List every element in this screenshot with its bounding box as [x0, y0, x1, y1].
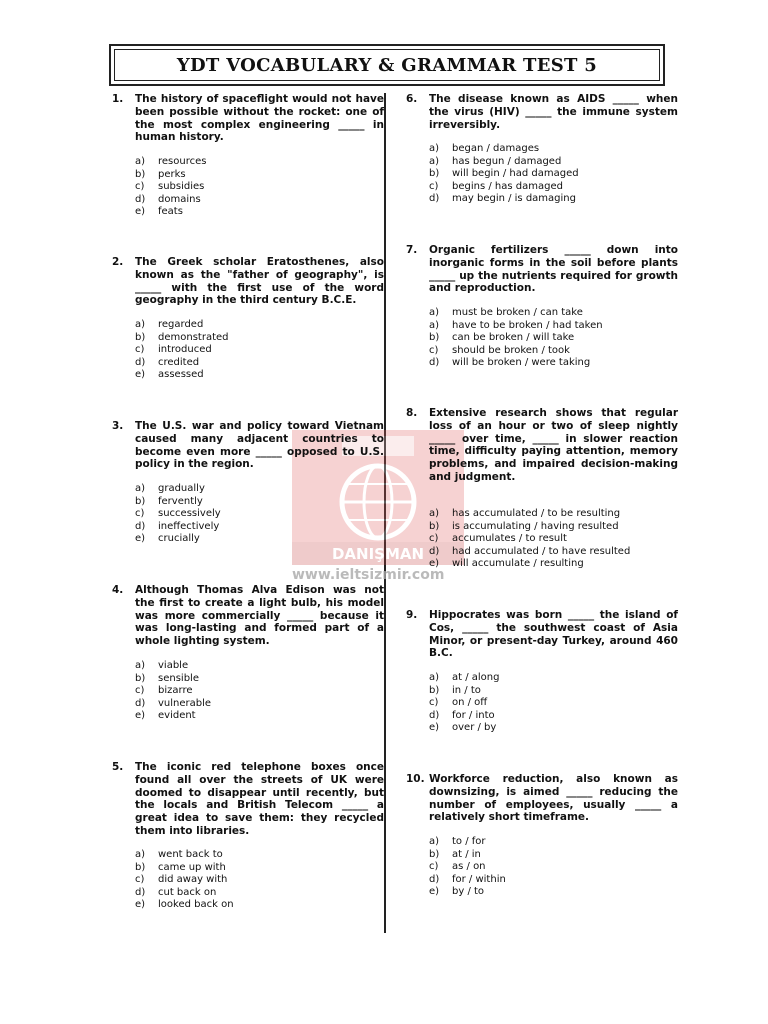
- option-text: by / to: [452, 886, 485, 898]
- option-letter: a): [429, 508, 440, 519]
- option-letter: b): [429, 684, 440, 696]
- option-letter: d): [135, 356, 146, 368]
- option-text: regarded: [158, 319, 204, 330]
- question-stem: Hippocrates was born _____ the island of Cos, _____ the southwest coast of Asia Minor, or present-day Turkey, around 460 B.C.: [429, 609, 678, 660]
- page-title: YDT VOCABULARY & GRAMMAR TEST 5: [176, 54, 598, 76]
- question-stem: Organic fertilizers _____ down into inorganic forms in the soil before plants _____ up the nutrients required for growth and reproduction.: [429, 244, 678, 295]
- question-stem: Although Thomas Alva Edison was not the first to create a light bulb, his model was more commercially _____ because it was long-lasting and formed part of a whole lighting system.: [135, 584, 384, 648]
- option-text: had accumulated / to have resulted: [452, 545, 631, 557]
- option-text: successively: [158, 508, 221, 520]
- option-list: [135, 319, 229, 382]
- option-text: resources: [158, 156, 207, 167]
- answer-option[interactable]: [135, 685, 211, 698]
- answer-option[interactable]: [429, 722, 500, 735]
- answer-option[interactable]: [429, 320, 603, 333]
- option-letter: b): [135, 168, 146, 180]
- option-letter: a): [429, 319, 440, 331]
- option-text: as / on: [452, 861, 486, 873]
- option-list: [135, 660, 211, 723]
- question-stem: The history of spaceflight would not have been possible without the rocket: one of the most complex engineering _____ in human history.: [135, 93, 384, 144]
- option-text: may begin / is damaging: [452, 193, 576, 205]
- option-letter: c): [429, 697, 439, 709]
- option-text: began / damages: [452, 143, 540, 154]
- option-text: has begun / damaged: [452, 155, 562, 167]
- answer-option[interactable]: [135, 181, 206, 194]
- answer-option[interactable]: [429, 332, 603, 345]
- answer-option[interactable]: [135, 169, 206, 182]
- answer-option[interactable]: [135, 357, 229, 370]
- option-letter: d): [429, 873, 440, 885]
- option-text: assessed: [158, 369, 204, 381]
- answer-option[interactable]: [135, 874, 234, 887]
- option-letter: a): [135, 660, 146, 671]
- option-letter: a): [429, 672, 440, 683]
- question-number: 4.: [112, 584, 124, 596]
- answer-option[interactable]: [135, 206, 206, 219]
- title-box: [109, 44, 665, 86]
- option-letter: c): [135, 508, 145, 520]
- answer-option[interactable]: [429, 861, 506, 874]
- answer-option[interactable]: [429, 558, 630, 571]
- answer-option[interactable]: [135, 710, 211, 723]
- option-letter: a): [135, 483, 146, 494]
- answer-option[interactable]: [429, 357, 603, 370]
- option-text: must be broken / can take: [452, 307, 583, 318]
- option-letter: d): [135, 520, 146, 532]
- option-text: will accumulate / resulting: [452, 558, 584, 570]
- option-letter: b): [135, 861, 146, 873]
- question-number: 7.: [406, 244, 418, 256]
- answer-option[interactable]: [135, 483, 221, 496]
- option-text: credited: [158, 356, 200, 368]
- option-letter: e): [429, 886, 440, 898]
- option-letter: d): [135, 697, 146, 709]
- option-letter: e): [429, 558, 440, 570]
- answer-option[interactable]: [135, 673, 211, 686]
- option-list: [429, 508, 630, 571]
- option-letter: d): [429, 357, 440, 369]
- option-text: at / in: [452, 848, 481, 860]
- answer-option[interactable]: [135, 319, 229, 332]
- answer-option[interactable]: [135, 862, 234, 875]
- option-list: [429, 672, 500, 735]
- question-stem: The Greek scholar Eratosthenes, also known as the "father of geography", is _____ with the first use of the word geography in the third century B.C.E.: [135, 256, 384, 307]
- option-text: vulnerable: [158, 697, 212, 709]
- answer-option[interactable]: [135, 899, 234, 912]
- option-text: came up with: [158, 861, 226, 873]
- option-text: accumulates / to result: [452, 533, 567, 545]
- option-text: evident: [158, 710, 196, 722]
- option-text: have to be broken / had taken: [452, 319, 603, 331]
- option-list: [429, 143, 579, 206]
- option-letter: a): [135, 156, 146, 167]
- option-text: went back to: [158, 849, 223, 860]
- option-list: [135, 156, 206, 219]
- option-text: has accumulated / to be resulting: [452, 508, 621, 519]
- option-text: viable: [158, 660, 189, 671]
- option-letter: a): [135, 849, 146, 860]
- option-letter: c): [135, 344, 145, 356]
- question-number: 1.: [112, 93, 124, 105]
- option-letter: d): [429, 193, 440, 205]
- watermark-url: www.ieltsizmir.com: [292, 567, 445, 583]
- option-letter: d): [429, 709, 440, 721]
- answer-option[interactable]: [135, 508, 221, 521]
- option-text: ineffectively: [158, 520, 220, 532]
- option-text: in / to: [452, 684, 481, 696]
- answer-option[interactable]: [429, 156, 579, 169]
- watermark-brand: DANIŞMAN: [331, 545, 425, 563]
- option-letter: b): [135, 672, 146, 684]
- option-text: gradually: [158, 483, 205, 494]
- option-letter: b): [429, 168, 440, 180]
- option-text: crucially: [158, 533, 200, 545]
- answer-option[interactable]: [135, 369, 229, 382]
- answer-option[interactable]: [135, 344, 229, 357]
- option-list: [429, 836, 506, 899]
- answer-option[interactable]: [135, 533, 221, 546]
- option-letter: c): [429, 180, 439, 192]
- answer-option[interactable]: [429, 697, 500, 710]
- option-letter: a): [429, 143, 440, 154]
- option-letter: b): [429, 520, 440, 532]
- option-letter: e): [429, 722, 440, 734]
- option-letter: c): [429, 533, 439, 545]
- question-stem: Extensive research shows that regular loss of an hour or two of sleep nightly _____ over time, _____ in slower reaction time, difficulty paying attention, memory problems, and impaired decision-making and judgment.: [429, 407, 678, 483]
- question-stem: The disease known as AIDS _____ when the virus (HIV) _____ the immune system irreversibly.: [429, 93, 678, 131]
- answer-option[interactable]: [429, 672, 500, 685]
- question-number: 5.: [112, 761, 124, 773]
- option-text: introduced: [158, 344, 212, 356]
- answer-option[interactable]: [429, 533, 630, 546]
- option-letter: b): [135, 495, 146, 507]
- option-letter: a): [135, 319, 146, 330]
- answer-option[interactable]: [135, 156, 206, 169]
- option-letter: e): [135, 710, 146, 722]
- question-number: 6.: [406, 93, 418, 105]
- option-text: perks: [158, 168, 186, 180]
- option-letter: e): [135, 206, 146, 218]
- option-text: for / into: [452, 709, 495, 721]
- option-letter: c): [135, 181, 145, 193]
- answer-option[interactable]: [135, 496, 221, 509]
- answer-option[interactable]: [135, 521, 221, 534]
- answer-option[interactable]: [135, 660, 211, 673]
- question-number: 9.: [406, 609, 418, 621]
- option-text: did away with: [158, 874, 228, 886]
- question-number: 10.: [406, 773, 425, 785]
- option-text: looked back on: [158, 899, 234, 911]
- option-letter: d): [135, 193, 146, 205]
- option-text: over / by: [452, 722, 497, 734]
- answer-option[interactable]: [429, 193, 579, 206]
- question-number: 3.: [112, 420, 124, 432]
- option-letter: e): [135, 533, 146, 545]
- option-text: will be broken / were taking: [452, 357, 591, 369]
- question-stem: The U.S. war and policy toward Vietnam caused many adjacent countries to become even more _____ opposed to U.S. policy in the region.: [135, 420, 384, 471]
- answer-option[interactable]: [429, 521, 630, 534]
- answer-option[interactable]: [429, 886, 506, 899]
- option-letter: c): [429, 861, 439, 873]
- option-text: domains: [158, 193, 201, 205]
- option-text: will begin / had damaged: [452, 168, 579, 180]
- option-list: [429, 307, 603, 370]
- option-text: at / along: [452, 672, 500, 683]
- option-list: [135, 483, 221, 546]
- question-number: 2.: [112, 256, 124, 268]
- option-letter: c): [135, 685, 145, 697]
- answer-option[interactable]: [135, 849, 234, 862]
- answer-option[interactable]: [429, 143, 579, 156]
- answer-option[interactable]: [135, 887, 234, 900]
- title-inner-frame: [114, 49, 660, 81]
- answer-option[interactable]: [429, 168, 579, 181]
- option-letter: c): [429, 344, 439, 356]
- answer-option[interactable]: [429, 874, 506, 887]
- column-divider: [384, 93, 386, 933]
- option-letter: b): [429, 848, 440, 860]
- option-text: demonstrated: [158, 331, 229, 343]
- answer-option[interactable]: [429, 508, 630, 521]
- option-letter: d): [429, 545, 440, 557]
- option-text: on / off: [452, 697, 488, 709]
- option-letter: a): [429, 155, 440, 167]
- answer-option[interactable]: [135, 698, 211, 711]
- option-text: feats: [158, 206, 183, 218]
- answer-option[interactable]: [429, 836, 506, 849]
- answer-option[interactable]: [429, 546, 630, 559]
- option-text: subsidies: [158, 181, 205, 193]
- question-number: 8.: [406, 407, 418, 419]
- option-text: cut back on: [158, 886, 217, 898]
- option-letter: c): [135, 874, 145, 886]
- option-letter: d): [135, 886, 146, 898]
- option-text: to / for: [452, 836, 486, 847]
- option-text: sensible: [158, 672, 199, 684]
- option-text: for / within: [452, 873, 506, 885]
- answer-option[interactable]: [429, 849, 506, 862]
- answer-option[interactable]: [429, 685, 500, 698]
- option-text: bizarre: [158, 685, 193, 697]
- question-stem: Workforce reduction, also known as downsizing, is aimed _____ reducing the number of employees, usually _____ a relatively short timeframe.: [429, 773, 678, 824]
- option-letter: a): [429, 307, 440, 318]
- option-text: is accumulating / having resulted: [452, 520, 619, 532]
- option-letter: e): [135, 899, 146, 911]
- answer-option[interactable]: [429, 307, 603, 320]
- option-list: [135, 849, 234, 912]
- answer-option[interactable]: [135, 194, 206, 207]
- answer-option[interactable]: [135, 332, 229, 345]
- answer-option[interactable]: [429, 345, 603, 358]
- question-stem: The iconic red telephone boxes once found all over the streets of UK were doomed to disappear until recently, but the locals and British Telecom _____ a great idea to save them: they recycled them into libraries.: [135, 761, 384, 837]
- option-letter: b): [429, 332, 440, 344]
- option-text: should be broken / took: [452, 344, 570, 356]
- answer-option[interactable]: [429, 181, 579, 194]
- option-text: begins / has damaged: [452, 180, 563, 192]
- option-text: can be broken / will take: [452, 332, 575, 344]
- option-letter: b): [135, 331, 146, 343]
- option-letter: a): [429, 836, 440, 847]
- option-letter: e): [135, 369, 146, 381]
- option-text: fervently: [158, 495, 203, 507]
- answer-option[interactable]: [429, 710, 500, 723]
